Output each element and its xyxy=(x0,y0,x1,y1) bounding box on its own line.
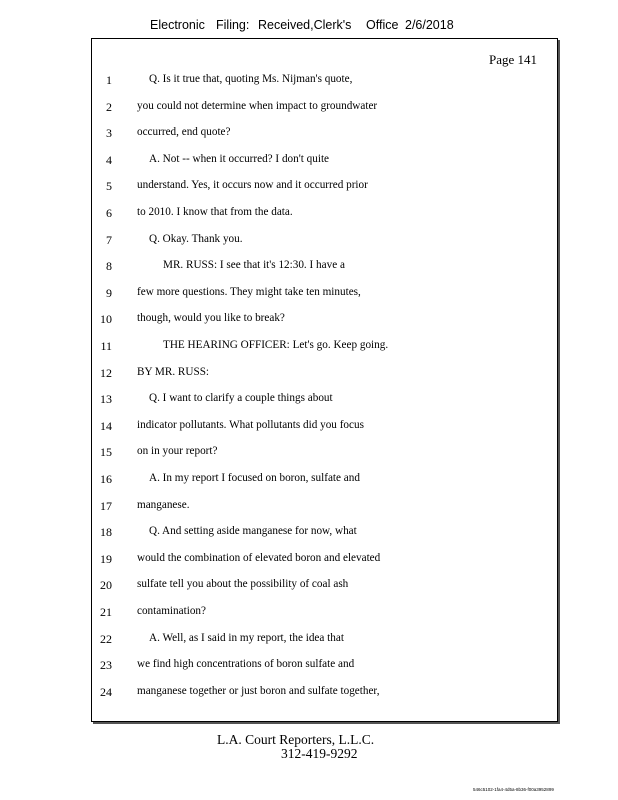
transcript-line xyxy=(92,153,557,171)
line-text: Q. Is it true that, quoting Ms. Nijman's quote, xyxy=(149,73,353,85)
line-text: A. Well, as I said in my report, the idea that xyxy=(149,631,344,644)
stamp-date: 2/6/2018 xyxy=(405,18,454,32)
line-text: Q. I want to clarify a couple things about xyxy=(149,392,333,405)
line-text: A. In my report I focused on boron, sulfate and xyxy=(149,472,360,484)
transcript-line xyxy=(92,126,557,144)
line-text: sulfate tell you about the possibility of coal ash xyxy=(137,578,349,591)
transcript-line xyxy=(92,499,557,517)
stamp-received: Received,Clerk's xyxy=(258,18,352,32)
line-number: 15 xyxy=(100,445,112,460)
transcript-line xyxy=(92,312,557,330)
transcript-line xyxy=(92,552,557,570)
transcript-line xyxy=(92,525,557,543)
line-number: 4 xyxy=(106,152,112,167)
line-number: 12 xyxy=(100,365,112,380)
line-number: 9 xyxy=(106,285,112,300)
line-number: 7 xyxy=(106,232,112,247)
line-text: on in your report? xyxy=(137,445,218,458)
transcript-line xyxy=(92,419,557,437)
line-number: 24 xyxy=(100,684,112,699)
line-text: Q. Okay. Thank you. xyxy=(149,232,243,245)
filing-stamp xyxy=(0,18,618,36)
line-text: MR. RUSS: I see that it's 12:30. I have a xyxy=(163,259,345,272)
transcript-page xyxy=(91,38,558,722)
line-text: few more questions. They might take ten minutes, xyxy=(137,285,361,298)
transcript-line xyxy=(92,632,557,650)
transcript-line xyxy=(92,472,557,490)
line-number: 16 xyxy=(100,472,112,486)
reporter-company: L.A. Court Reporters, L.L.C. xyxy=(217,732,375,747)
transcript-line xyxy=(92,445,557,463)
line-text: manganese. xyxy=(137,498,190,511)
line-text: would the combination of elevated boron and elevated xyxy=(137,551,381,564)
transcript-line xyxy=(92,366,557,384)
transcript-line xyxy=(92,259,557,277)
line-number: 22 xyxy=(100,631,112,646)
stamp-filing: Filing: xyxy=(216,18,250,32)
line-text: understand. Yes, it occurs now and it occurred prior xyxy=(137,179,368,192)
line-number: 1 xyxy=(106,73,112,87)
line-number: 11 xyxy=(100,339,112,353)
line-number: 5 xyxy=(106,179,112,194)
line-text: you could not determine when impact to groundwater xyxy=(137,99,378,112)
line-number: 23 xyxy=(100,658,112,673)
line-text: contamination? xyxy=(137,605,206,617)
line-number: 18 xyxy=(100,525,112,540)
line-text: occurred, end quote? xyxy=(137,126,231,139)
line-number: 20 xyxy=(100,578,112,593)
line-text: to 2010. I know that from the data. xyxy=(137,206,293,218)
line-number: 6 xyxy=(106,206,112,220)
line-number: 10 xyxy=(100,312,112,327)
transcript-line xyxy=(92,658,557,676)
line-text: A. Not -- when it occurred? I don't quite xyxy=(149,152,330,165)
transcript-line xyxy=(92,578,557,596)
transcript-line xyxy=(92,206,557,224)
reporter-phone: 312-419-9292 xyxy=(281,746,358,761)
transcript-line xyxy=(92,233,557,251)
transcript-line xyxy=(92,286,557,304)
line-text: we find high concentrations of boron sulfate and xyxy=(137,658,355,671)
transcript-line xyxy=(92,605,557,623)
line-number: 2 xyxy=(106,99,112,114)
line-number: 19 xyxy=(100,551,112,566)
line-text: Q. And setting aside manganese for now, what xyxy=(149,525,357,538)
line-number: 14 xyxy=(100,418,112,433)
line-number: 3 xyxy=(106,126,112,141)
line-text: manganese together or just boron and sulfate together, xyxy=(137,684,380,697)
line-text: THE HEARING OFFICER: Let's go. Keep going. xyxy=(163,339,389,351)
transcript-line xyxy=(92,100,557,118)
line-text: BY MR. RUSS: xyxy=(137,365,210,378)
line-text: indicator pollutants. What pollutants did you focus xyxy=(137,418,364,431)
transcript-line xyxy=(92,339,557,357)
line-number: 8 xyxy=(106,259,112,274)
line-text: though, would you like to break? xyxy=(137,312,285,325)
line-number: 13 xyxy=(100,392,112,407)
page-number: Page 141 xyxy=(488,52,537,67)
line-number: 21 xyxy=(100,605,112,619)
transcript-line xyxy=(92,392,557,410)
stamp-electronic: Electronic xyxy=(150,18,205,32)
document-id: 546c5102-1fa4-4d5a-8b36-f00a3952899 xyxy=(473,787,554,792)
stamp-office: Office xyxy=(366,18,399,32)
transcript-line xyxy=(92,73,557,91)
transcript-line xyxy=(92,685,557,703)
line-number: 17 xyxy=(100,498,112,513)
transcript-line xyxy=(92,179,557,197)
